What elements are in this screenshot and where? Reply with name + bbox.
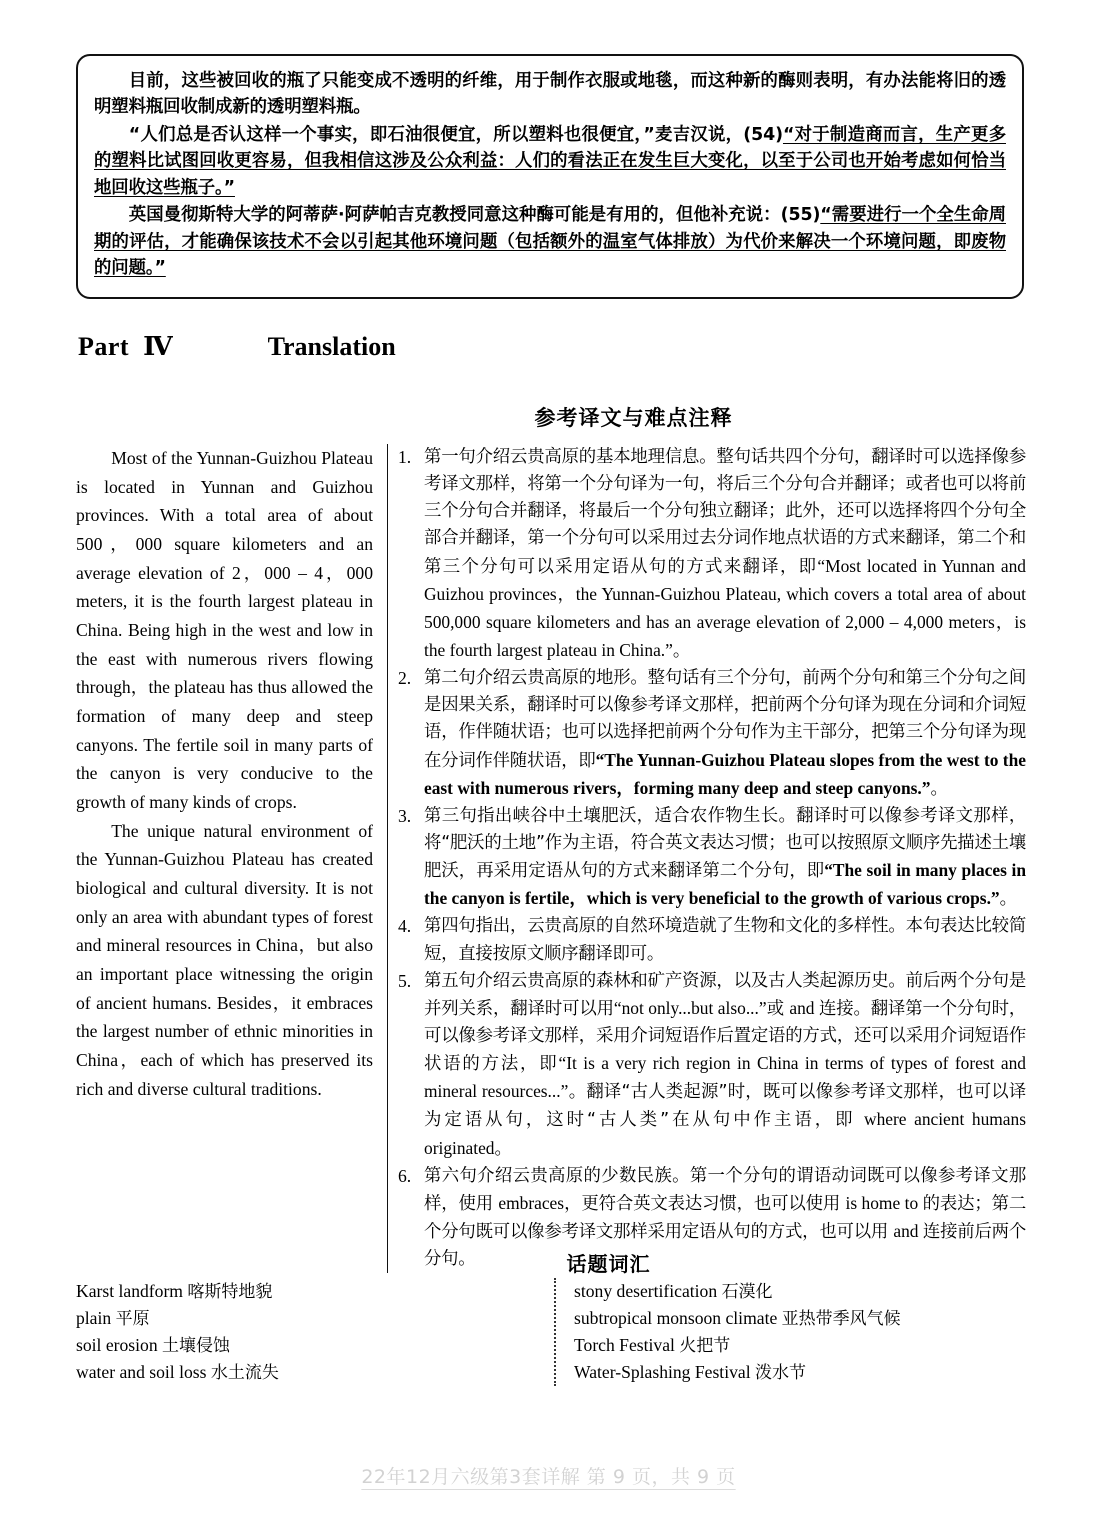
underlined-sentence: “需要进行一个全生命周期的评估，才能确保该技术不会以引起其他环境问题（包括额外的温室气体排放）为代价来解决一个环境问题，即废物的问题。”: [94, 205, 1006, 279]
note-item: [398, 665, 1026, 803]
notes-column: [388, 444, 1026, 1273]
translation-paragraph: Most of the Yunnan-Guizhou Plateau is located in Yunnan and Guizhou provinces. With a total area of about 500，000 square kilometers and an average elevation of 2，000 – 4，000 meters, it is the fourth largest plateau in China. Being high in the west and low in the east with numerous rivers flowing through，the plateau has thus allowed the formation of many deep and steep canyons. The fertile soil in many parts of the canyon is very conducive to the growth of many kinds of crops.: [76, 448, 373, 813]
vocabulary-item: [76, 1278, 542, 1305]
part-number: Ⅳ: [143, 332, 172, 361]
note-text: 第二句介绍云贵高原的地形。整句话有三个分句，前两个分句和第三个分句之间是因果关系，翻译时可以像参考译文那样，把前两个分句译为现在分词和介词短语，作伴随状语；也可以选择把前两个分句作为主干部分，把第三个分句译为现在分词作伴随状语，即: [424, 668, 1026, 771]
part-title: Translation: [267, 332, 396, 361]
vocabulary-term: water and soil loss: [76, 1362, 211, 1382]
passage-paragraph: [94, 122, 1006, 201]
vocabulary-item: [574, 1359, 1026, 1386]
note-text: 。翻译“古人类起源”时，既可以像参考译文那样，也可以译为定语从句，这时“古人类”在从句中作主语，即: [424, 1082, 1026, 1131]
vocabulary-left-column: [76, 1278, 556, 1386]
note-text: 。: [999, 889, 1017, 910]
passage-box: [76, 54, 1024, 299]
note-text: 第五句介绍云贵高原的森林和矿产资源，以及古人类起源历史。前后两个分句是并列关系，翻译时可以用: [424, 970, 1026, 1019]
note-text: 的表达；第二个分句既可以像参考译文那样采用定语从句的方式，也可以用: [424, 1193, 1026, 1242]
note-text: “The Yunnan-Guizhou Plateau slopes from the west to the east with numerous rivers，forming many deep and steep canyons.”: [424, 749, 1026, 798]
vocabulary-right-column: [556, 1278, 1026, 1386]
note-text: 连接前后两个分句。: [424, 1221, 1026, 1270]
note-text: “Most located in Yunnan and Guizhou provinces，the Yunnan-Guizhou Plateau, which covers a total area of about 500,000 square kilometers and has an average elevation of 2,000 – 4,000 meters，is the fourth largest plateau in China.”: [424, 555, 1026, 660]
note-text: 连接。翻译第一个分句时，可以像参考译文那样，采用介词短语作后置定语的方式，还可以采用介词短语作状语的方法，即: [424, 998, 1026, 1075]
part-heading: [78, 332, 396, 362]
vocabulary-gloss: 火把节: [679, 1336, 731, 1356]
page-footer: 22年12月六级第3套详解 第 9 页，共 9 页: [361, 1466, 736, 1488]
note-text: 。: [494, 1138, 512, 1159]
section-title: 参考译文与难点注释: [534, 406, 733, 430]
passage-text: “人们总是否认这样一个事实，即石油很便宜，所以塑料也很便宜，”麦吉汉说，(54): [128, 124, 783, 145]
reference-translation-column: [76, 444, 388, 1273]
vocabulary-term: plain: [76, 1308, 116, 1328]
note-text: 第一句介绍云贵高原的基本地理信息。整句话共四个分句，翻译时可以选择像参考译文那样，将第一个分句译为一句，将后三个分句合并翻译；或者也可以将前三个分句合并翻译，将最后一个分句独立翻译；此外，还可以选择将四个分句全部合并翻译，第一个分句可以采用过去分词作地点状语的方式来翻译，第二个和第三个分句可以采用定语从句的方式来翻译，即: [424, 447, 1026, 577]
vocabulary-gloss: 喀斯特地貌: [187, 1282, 273, 1302]
passage-text: 英国曼彻斯特大学的阿蒂萨·阿萨帕吉克教授同意这种酶可能是有用的，但他补充说：(55): [128, 205, 821, 226]
passage-paragraphs: [94, 68, 1006, 282]
vocabulary-gloss: 水土流失: [210, 1363, 279, 1383]
translation-paragraph: The unique natural environment of the Yunnan-Guizhou Plateau has created biological and cultural diversity. It is not only an area with abundant types of forest and mineral resources in China，but also an important place witnessing the origin of ancient humans. Besides，it embraces the largest number of ethnic minorities in China，each of which has preserved its rich and diverse cultural traditions.: [76, 820, 373, 1099]
vocabulary-item: [76, 1305, 542, 1332]
vocabulary-gloss: 石漠化: [721, 1282, 773, 1302]
notes-list: [398, 444, 1026, 1273]
note-text: and: [893, 1220, 923, 1241]
vocabulary-gloss: 土壤侵蚀: [162, 1336, 231, 1356]
note-text: is home to: [845, 1192, 923, 1213]
vocabulary-section: [76, 1278, 1026, 1386]
vocabulary-gloss: 平原: [115, 1309, 150, 1329]
vocabulary-title: 话题词汇: [566, 1252, 651, 1276]
vocabulary-term: Karst landform: [76, 1281, 188, 1301]
note-item: [398, 913, 1026, 967]
vocabulary-item: [574, 1278, 1026, 1305]
vocabulary-gloss: 泼水节: [754, 1363, 806, 1383]
note-text: 。: [930, 778, 948, 799]
note-text: 。: [672, 640, 691, 661]
vocabulary-term: stony desertification: [574, 1281, 722, 1301]
note-text: “not only...but also...”: [613, 997, 767, 1018]
passage-paragraph: [94, 202, 1006, 281]
vocabulary-item: [574, 1305, 1026, 1332]
note-text: 第三句指出峡谷中土壤肥沃，适合农作物生长。翻译时可以像参考译文那样，将“肥沃的土地”作为主语，符合英文表达习惯；也可以按照原文顺序先描述土壤肥沃，再采用定语从句的方式来翻译第二个分句，即: [424, 805, 1026, 882]
vocabulary-gloss: 亚热带季风气候: [781, 1309, 901, 1329]
passage-text: 目前，这些被回收的瓶了只能变成不透明的纤维，用于制作衣服或地毯，而这种新的酶则表明，有办法能将旧的透明塑料瓶回收制成新的透明塑料瓶。: [94, 71, 1006, 118]
note-text: embraces: [498, 1192, 565, 1213]
note-text: 或: [766, 998, 790, 1019]
vocabulary-term: Torch Festival: [574, 1335, 680, 1355]
note-text: “The soil in many places in the canyon is fertile，which is very beneficial to the growth of various crops.”: [424, 860, 1026, 909]
vocabulary-item: [76, 1359, 542, 1386]
vocabulary-term: subtropical monsoon climate: [574, 1308, 782, 1328]
note-text: and: [789, 997, 819, 1018]
underlined-sentence: “对于制造商而言，生产更多的塑料比试图回收更容易，但我相信这涉及公众利益：人们的看法正在发生巨大变化，以至于公司也开始考虑如何恰当地回收这些瓶子。”: [94, 124, 1006, 198]
note-text: 第六句介绍云贵高原的少数民族。第一个分句的谓语动词既可以像参考译文那样，使用: [424, 1165, 1026, 1214]
note-text: where ancient humans originated: [424, 1109, 1026, 1158]
vocabulary-term: soil erosion: [76, 1335, 163, 1355]
vocabulary-item: [574, 1332, 1026, 1359]
vocabulary-item: [76, 1332, 542, 1359]
note-item: [398, 444, 1026, 665]
passage-paragraph: [94, 68, 1006, 121]
part-label: Part: [78, 332, 130, 361]
note-text: 第四句指出，云贵高原的自然环境造就了生物和文化的多样性。本句表达比较简短，直接按原文顺序翻译即可。: [424, 916, 1026, 964]
note-text: “It is a very rich region in China in terms of types of forest and mineral resources...”: [424, 1053, 1026, 1102]
vocabulary-term: Water-Splashing Festival: [574, 1362, 755, 1382]
note-item: [398, 968, 1026, 1163]
note-item: [398, 803, 1026, 914]
two-column-body: [76, 444, 1026, 1273]
note-text: ，更符合英文表达习惯，也可以使用: [564, 1193, 846, 1214]
